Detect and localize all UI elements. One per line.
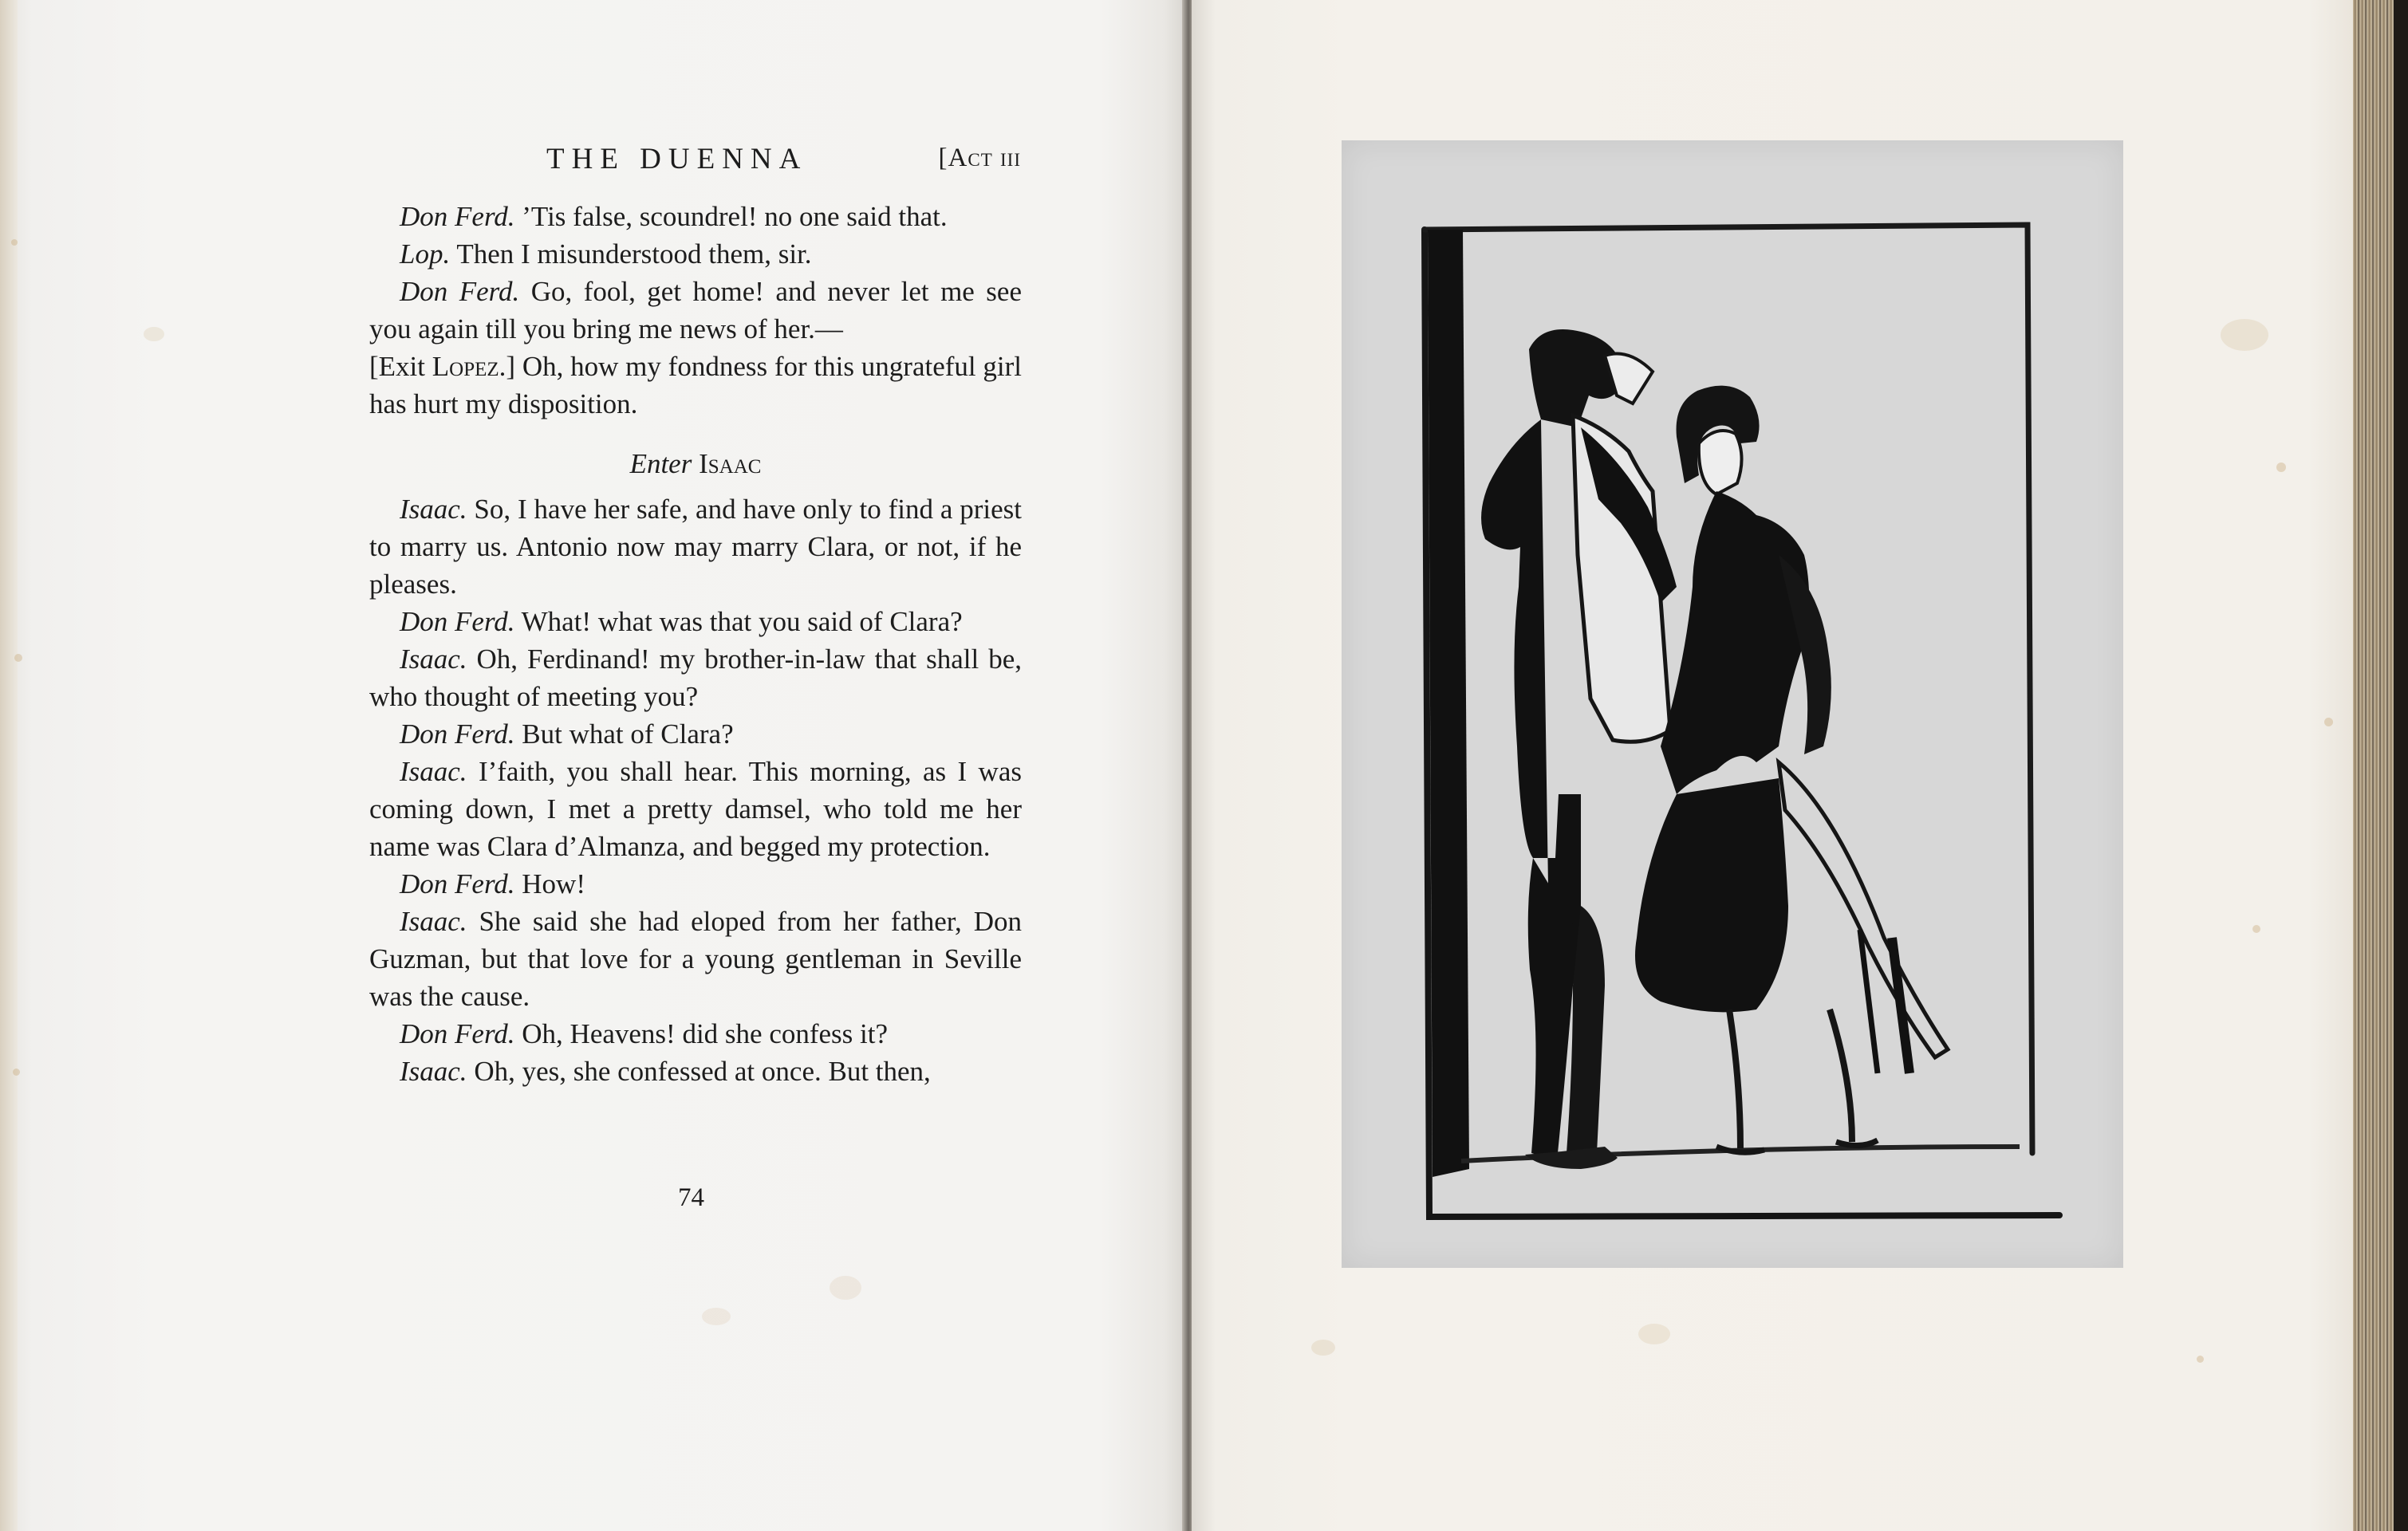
woman-face [1699, 431, 1742, 494]
speaker-name: Don Ferd. [400, 606, 515, 637]
speaker-name: Don Ferd. [400, 276, 520, 307]
speaker-name: Isaac. [400, 906, 467, 937]
skirt-fold [1892, 938, 1909, 1073]
foxing-spot [2324, 718, 2333, 726]
foxing-spot [14, 654, 22, 662]
speaker-name: Lop. [400, 238, 451, 270]
speech [369, 753, 1022, 865]
page-edges [2353, 0, 2408, 1531]
speech-text: She said she had eloped from her father, Don Guzman, but that love for a young gentleman in Seville was the cause. [369, 906, 1022, 1012]
speech [369, 198, 1022, 235]
speech [369, 640, 1022, 715]
speech-text: But what of Clara? [514, 718, 734, 750]
woman-skirt-outline [1779, 762, 1948, 1057]
foxing-spot [2252, 925, 2260, 933]
entry-character: Isaac [699, 448, 762, 479]
speaker-name: Don Ferd. [400, 1018, 515, 1049]
man-face [1605, 354, 1653, 404]
foxing-spot [2221, 319, 2268, 351]
speech [369, 715, 1022, 753]
foxing-spot [2197, 1356, 2204, 1363]
stage-bracket-close: ] [506, 351, 516, 382]
speech-text: So, I have her safe, and have only to find a priest to marry us. Antonio now may marry Clara, or not, if he pleases. [369, 494, 1022, 600]
act-label: Act iii [948, 144, 1021, 172]
speech-continued [369, 348, 1022, 423]
speaker-name: Isaac. [400, 643, 467, 675]
speech-text: What! what was that you said of Clara? [514, 606, 963, 637]
speaker-name: Isaac. [400, 756, 467, 787]
stage-character: Lopez. [432, 351, 506, 382]
speech-text: Oh, Heavens! did she confess it? [514, 1018, 889, 1049]
couple-in-doorway-illustration [1342, 140, 2123, 1268]
foxing-spot [830, 1276, 861, 1300]
speech [369, 903, 1022, 1015]
speech-text: ’Tis false, scoundrel! no one said that. [514, 201, 948, 232]
speech [369, 1053, 1022, 1090]
stage-direction [369, 351, 515, 382]
left-page [0, 0, 1187, 1531]
woman-leg [1830, 1010, 1852, 1142]
speech [369, 235, 1022, 273]
speech-text: How! [514, 868, 585, 899]
entry-word: Enter [629, 448, 692, 479]
foxing-spot [13, 1069, 20, 1076]
foxing-spot [1638, 1324, 1670, 1344]
act-bracket: [ [938, 144, 948, 172]
man-coat-back [1481, 419, 1581, 938]
page-number: 74 [678, 1183, 704, 1212]
speaker-name: Don Ferd. [400, 718, 515, 750]
speaker-name: Don Ferd. [400, 201, 515, 232]
speaker-name: Isaac. [400, 1056, 467, 1087]
act-marker [939, 144, 1021, 173]
speech-text: Oh, Ferdinand! my brother-in-law that shall be, who thought of meeting you? [369, 643, 1022, 712]
foxing-spot [144, 327, 164, 341]
foxing-spot [2276, 462, 2286, 472]
foxing-spot [11, 239, 18, 246]
stage-entry [369, 445, 1022, 482]
speech [369, 603, 1022, 640]
speech [369, 490, 1022, 603]
speech-text: Then I misunderstood them, sir. [450, 238, 812, 270]
man-wig [1529, 329, 1618, 427]
speech [369, 865, 1022, 903]
door-jamb [1428, 230, 1469, 1177]
speech [369, 273, 1022, 348]
running-title: THE DUENNA [546, 143, 808, 175]
speaker-name: Don Ferd. [400, 868, 515, 899]
running-head [367, 142, 1021, 182]
speech-text: Oh, yes, she confessed at once. But then, [467, 1056, 931, 1087]
speech-text: Go, fool, get home! and never let me see you again till you bring me news of her.— [369, 276, 1022, 344]
speech-text: Oh, how my fondness for this ungrateful girl has hurt my disposition. [369, 351, 1022, 419]
speech [369, 1015, 1022, 1053]
speaker-name: Isaac. [400, 494, 467, 525]
foxing-spot [1311, 1340, 1335, 1356]
woman-bodice [1661, 491, 1809, 794]
play-text [369, 198, 1022, 1090]
stage-bracket: [Exit [369, 351, 425, 382]
illustration-plate [1342, 140, 2123, 1268]
woman-leg [1729, 1010, 1740, 1148]
speech-text: I’faith, you shall hear. This morning, as I was coming down, I met a pretty damsel, who told me her name was Clara d’Almanza, and begged my protection. [369, 756, 1022, 862]
woman-apron [1635, 778, 1788, 1012]
foxing-spot [702, 1308, 731, 1325]
